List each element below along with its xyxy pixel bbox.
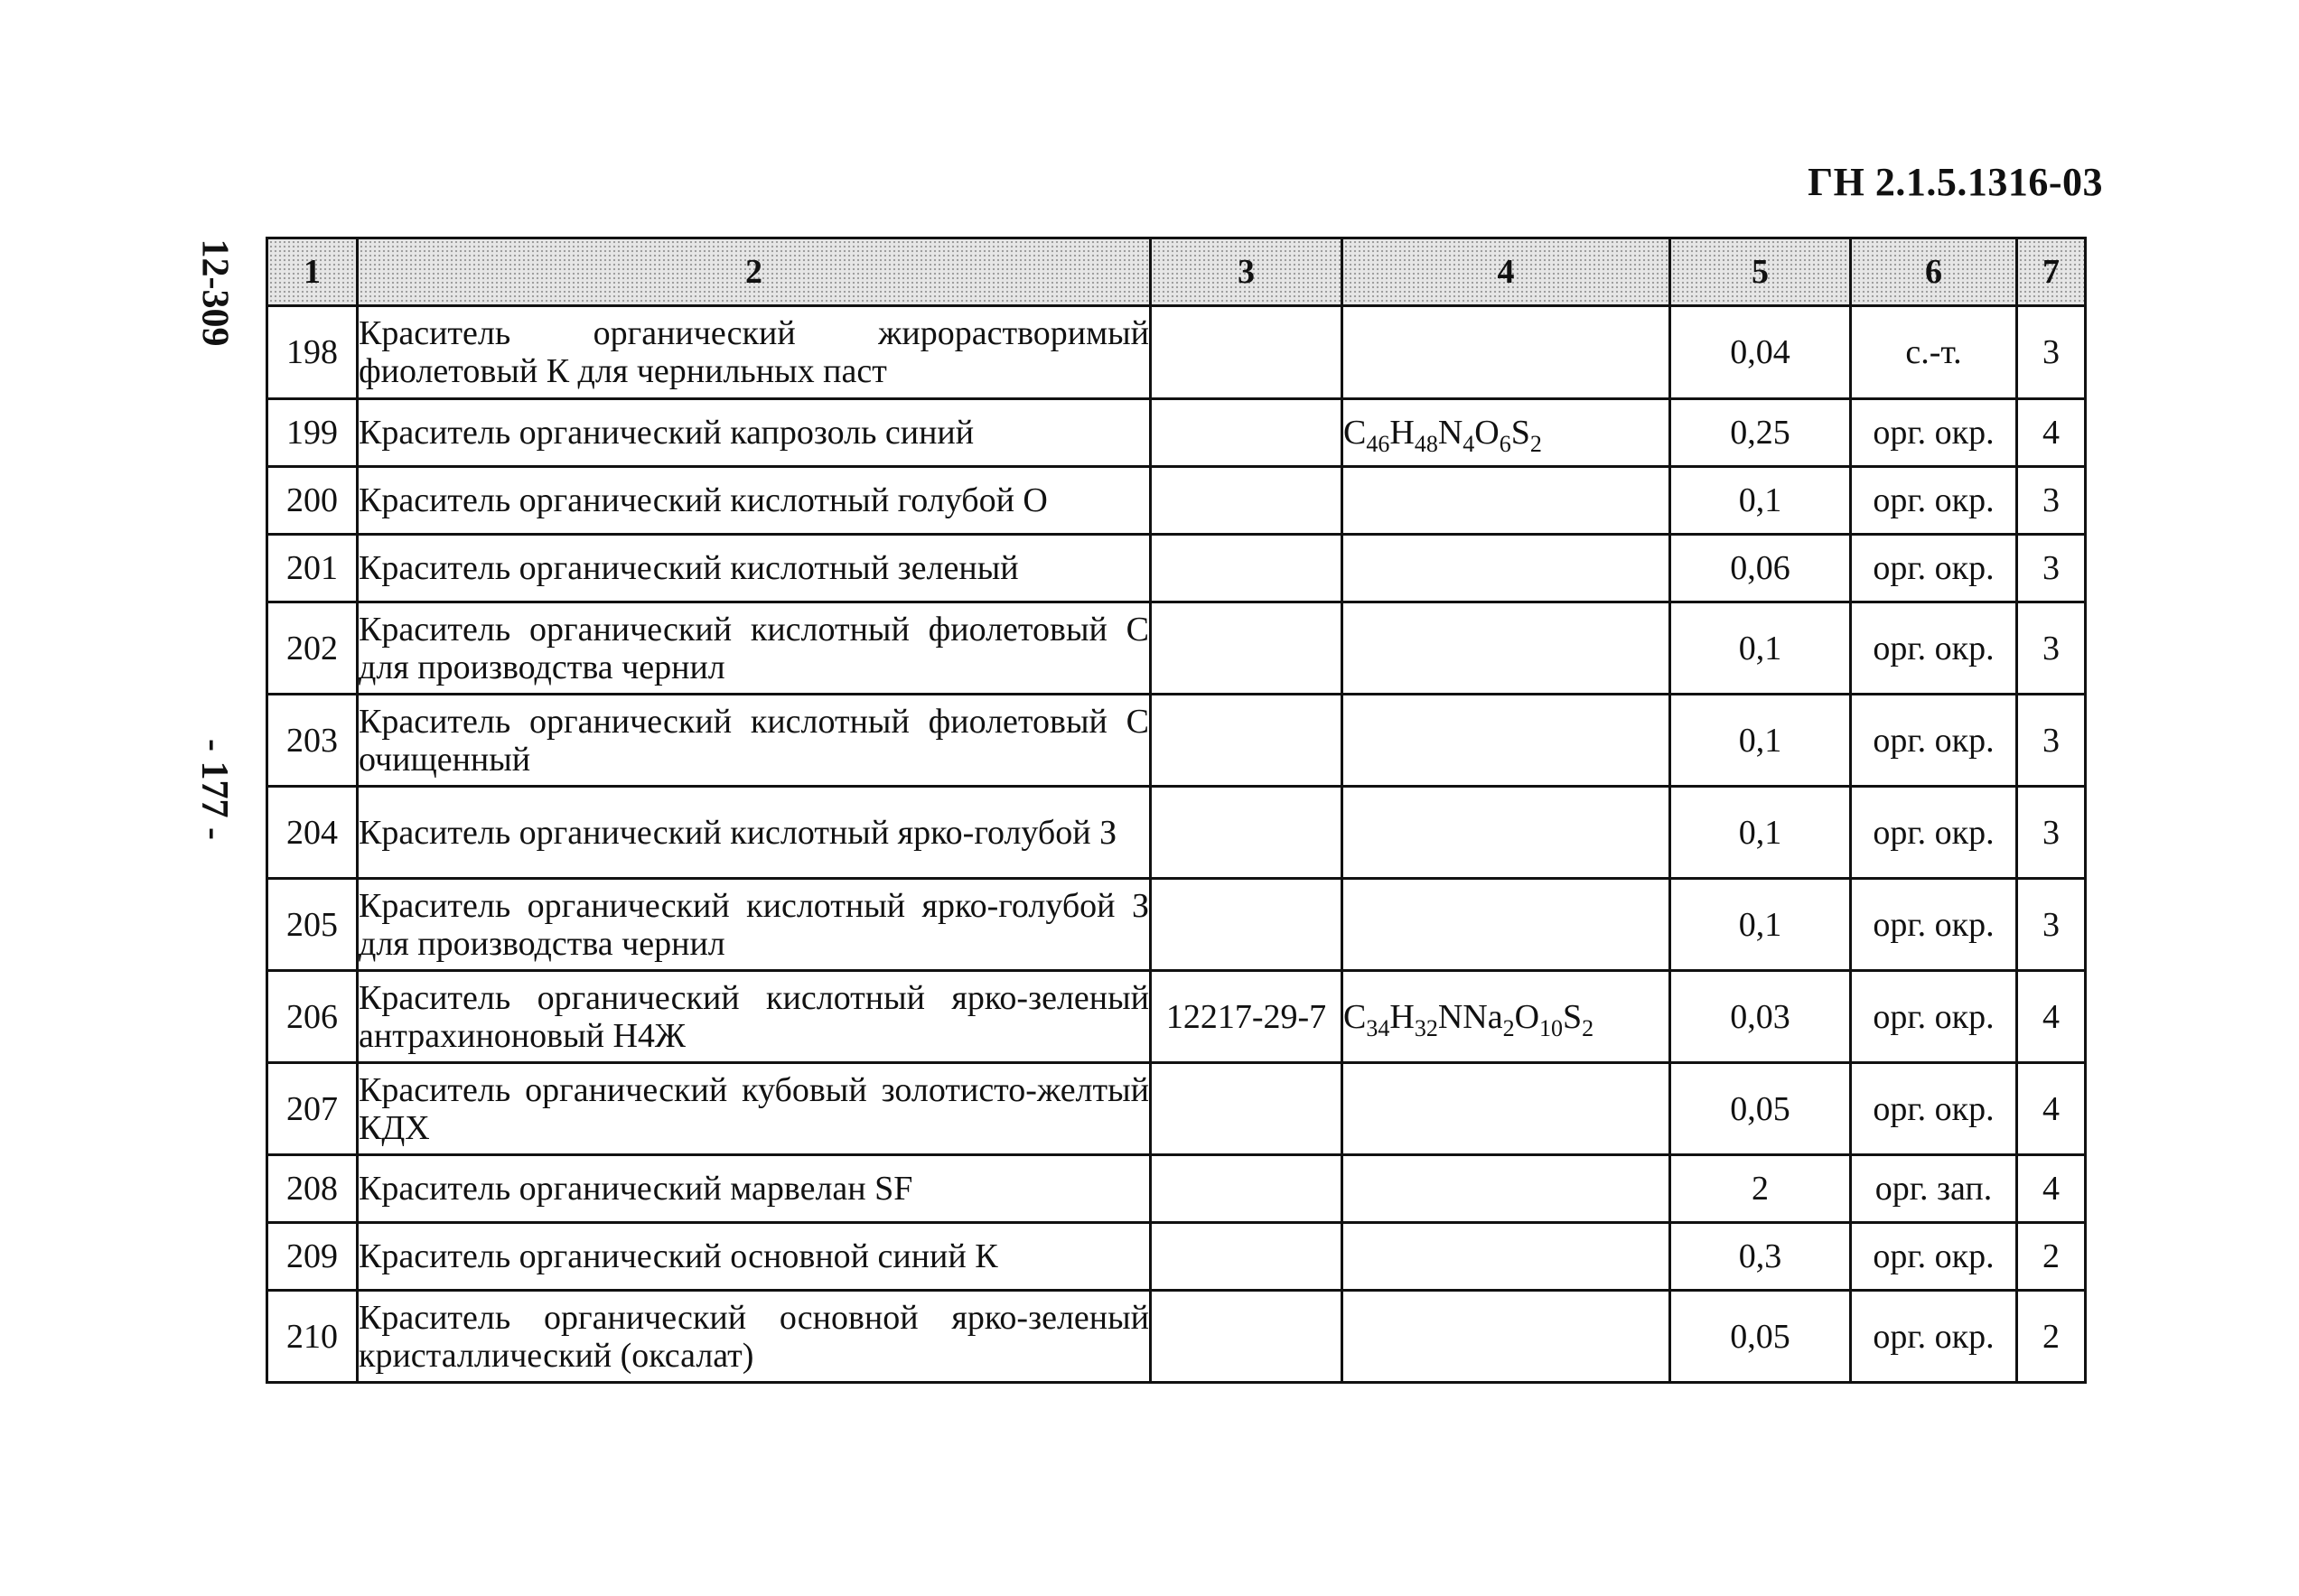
concentration-value: 0,05 (1670, 1063, 1851, 1155)
side-code: 12-309 (193, 238, 236, 347)
cas-number (1151, 879, 1342, 971)
substance-name: Краситель органический марвелан SF (358, 1155, 1151, 1223)
hazard-class: 4 (2017, 971, 2086, 1063)
hazard-class: 2 (2017, 1291, 2086, 1383)
chemical-formula (1342, 787, 1670, 879)
concentration-value: 0,1 (1670, 602, 1851, 695)
cas-number (1151, 1155, 1342, 1223)
hazard-indicator: орг. окр. (1851, 535, 2017, 602)
chemical-formula (1342, 467, 1670, 535)
page-number: - 177 - (192, 739, 235, 840)
hazard-class: 4 (2017, 1155, 2086, 1223)
concentration-value: 0,25 (1670, 399, 1851, 467)
row-number: 206 (267, 971, 358, 1063)
table-row (267, 306, 2086, 399)
substance-name: Краситель органический основной синий К (358, 1223, 1151, 1291)
row-number: 201 (267, 535, 358, 602)
substance-name: Краситель органический кубовый золотисто-желтый КДХ (358, 1063, 1151, 1155)
chemical-formula (1342, 1155, 1670, 1223)
concentration-value: 0,05 (1670, 1291, 1851, 1383)
cas-number (1151, 467, 1342, 535)
substance-name: Краситель органический кислотный ярко-зеленый антрахиноновый Н4Ж (358, 971, 1151, 1063)
hazard-indicator: орг. окр. (1851, 879, 2017, 971)
concentration-value: 0,04 (1670, 306, 1851, 399)
cas-number (1151, 306, 1342, 399)
substance-name: Краситель органический основной ярко-зеленый кристаллический (оксалат) (358, 1291, 1151, 1383)
hazard-indicator: орг. окр. (1851, 1291, 2017, 1383)
hazard-indicator: орг. окр. (1851, 1223, 2017, 1291)
hazard-class: 3 (2017, 879, 2086, 971)
row-number: 208 (267, 1155, 358, 1223)
table-row (267, 1063, 2086, 1155)
hazard-class: 3 (2017, 787, 2086, 879)
hazard-class: 4 (2017, 1063, 2086, 1155)
concentration-value: 0,06 (1670, 535, 1851, 602)
document-code: ГН 2.1.5.1316-03 (1808, 160, 2103, 204)
hazard-indicator: орг. окр. (1851, 602, 2017, 695)
row-number: 210 (267, 1291, 358, 1383)
hazard-indicator: с.-т. (1851, 306, 2017, 399)
column-header-5: 5 (1670, 238, 1851, 306)
substance-name: Краситель органический кислотный голубой О (358, 467, 1151, 535)
chemical-formula (1342, 1291, 1670, 1383)
row-number: 202 (267, 602, 358, 695)
cas-number (1151, 535, 1342, 602)
column-header-4: 4 (1342, 238, 1670, 306)
hazard-class: 3 (2017, 467, 2086, 535)
column-header-6: 6 (1851, 238, 2017, 306)
chemical-formula: $C_{46}H_{48}N_4O_6S_2$ (1342, 399, 1670, 467)
chemical-formula (1342, 695, 1670, 787)
chemical-formula (1342, 1063, 1670, 1155)
cas-number (1151, 1223, 1342, 1291)
chemical-formula (1342, 1223, 1670, 1291)
substance-name: Краситель органический кислотный ярко-голубой З (358, 787, 1151, 879)
cas-number (1151, 602, 1342, 695)
concentration-value: 0,1 (1670, 695, 1851, 787)
hazard-class: 3 (2017, 306, 2086, 399)
hazard-indicator: орг. окр. (1851, 1063, 2017, 1155)
hazard-class: 3 (2017, 535, 2086, 602)
substance-name: Краситель органический жирорастворимый фиолетовый К для чернильных паст (358, 306, 1151, 399)
cas-number (1151, 695, 1342, 787)
chemical-formula: $C_{34}H_{32}NNa_2O_{10}S_2$ (1342, 971, 1670, 1063)
table-row (267, 879, 2086, 971)
hazard-class: 4 (2017, 399, 2086, 467)
cas-number (1151, 399, 1342, 467)
hygiene-standards-table (266, 237, 2087, 1384)
table-row (267, 1155, 2086, 1223)
table-row (267, 399, 2086, 467)
substance-name: Краситель органический кислотный ярко-голубой З для производства чернил (358, 879, 1151, 971)
hazard-class: 2 (2017, 1223, 2086, 1291)
concentration-value: 0,1 (1670, 879, 1851, 971)
row-number: 199 (267, 399, 358, 467)
substance-name: Краситель органический кислотный фиолетовый С очищенный (358, 695, 1151, 787)
substance-name: Краситель органический кислотный фиолетовый С для производства чернил (358, 602, 1151, 695)
cas-number: 12217-29-7 (1151, 971, 1342, 1063)
row-number: 209 (267, 1223, 358, 1291)
cas-number (1151, 1291, 1342, 1383)
table-row (267, 602, 2086, 695)
table-header-row (267, 238, 2086, 306)
table-row (267, 1223, 2086, 1291)
row-number: 205 (267, 879, 358, 971)
hazard-class: 3 (2017, 695, 2086, 787)
concentration-value: 0,1 (1670, 467, 1851, 535)
row-number: 198 (267, 306, 358, 399)
cas-number (1151, 1063, 1342, 1155)
concentration-value: 0,03 (1670, 971, 1851, 1063)
column-header-3: 3 (1151, 238, 1342, 306)
chemical-formula (1342, 879, 1670, 971)
column-header-7: 7 (2017, 238, 2086, 306)
cas-number (1151, 787, 1342, 879)
hazard-indicator: орг. окр. (1851, 695, 2017, 787)
concentration-value: 0,3 (1670, 1223, 1851, 1291)
hazard-class: 3 (2017, 602, 2086, 695)
row-number: 204 (267, 787, 358, 879)
row-number: 207 (267, 1063, 358, 1155)
row-number: 203 (267, 695, 358, 787)
concentration-value: 0,1 (1670, 787, 1851, 879)
chemical-formula (1342, 535, 1670, 602)
table-row (267, 1291, 2086, 1383)
table-row (267, 535, 2086, 602)
chemical-formula (1342, 602, 1670, 695)
hazard-indicator: орг. окр. (1851, 399, 2017, 467)
hazard-indicator: орг. окр. (1851, 971, 2017, 1063)
hazard-indicator: орг. зап. (1851, 1155, 2017, 1223)
chemical-formula (1342, 306, 1670, 399)
table-row (267, 787, 2086, 879)
hazard-indicator: орг. окр. (1851, 467, 2017, 535)
substance-name: Краситель органический капрозоль синий (358, 399, 1151, 467)
table-row (267, 971, 2086, 1063)
substance-name: Краситель органический кислотный зеленый (358, 535, 1151, 602)
column-header-1: 1 (267, 238, 358, 306)
row-number: 200 (267, 467, 358, 535)
column-header-2: 2 (358, 238, 1151, 306)
hazard-indicator: орг. окр. (1851, 787, 2017, 879)
table-row (267, 467, 2086, 535)
table-row (267, 695, 2086, 787)
concentration-value: 2 (1670, 1155, 1851, 1223)
